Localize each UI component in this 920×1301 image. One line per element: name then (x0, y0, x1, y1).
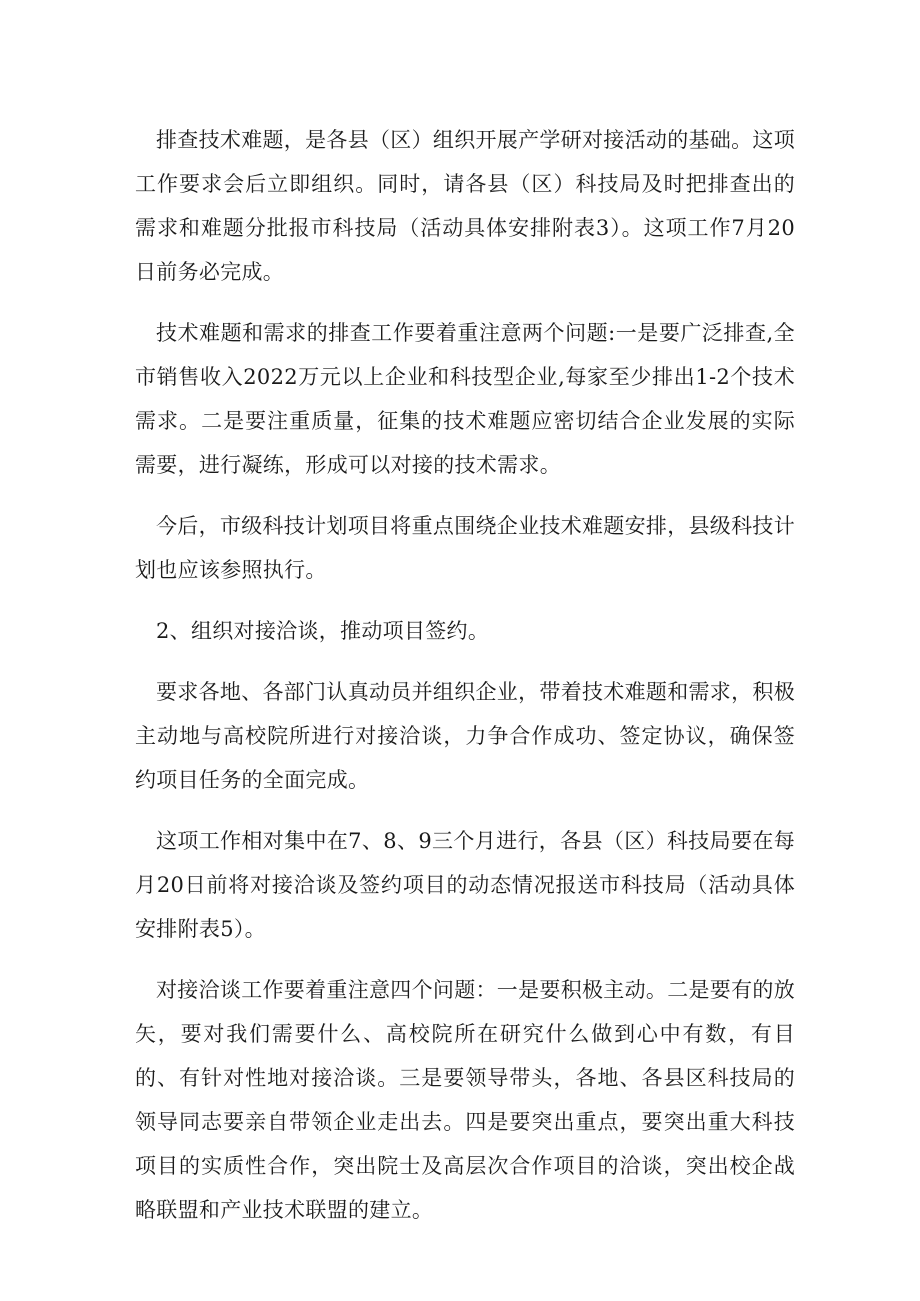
paragraph-5: 要求各地、各部门认真动员并组织企业，带着技术难题和需求，积极主动地与高校院所进行对接洽谈，力争合作成功、签定协议，确保签约项目任务的全面完成。 (135, 680, 795, 792)
paragraph-1: 排查技术难题，是各县（区）组织开展产学研对接活动的基础。这项工作要求会后立即组织。同时，请各县（区）科技局及时把排查出的需求和难题分批报市科技局（活动具体安排附表3）。这项工作7月20日前务必完成。 (135, 128, 795, 284)
document-body (135, 118, 795, 1249)
paragraph-6: 这项工作相对集中在7、8、9三个月进行，各县（区）科技局要在每月20日前将对接洽谈及签约项目的动态情况报送市科技局（活动具体安排附表5）。 (135, 829, 795, 941)
paragraph-7: 对接洽谈工作要着重注意四个问题：一是要积极主动。二是要有的放矢，要对我们需要什么、高校院所在研究什么做到心中有数，有目的、有针对性地对接洽谈。三是要领导带头，各地、各县区科技局的领导同志要亲自带领企业走出去。四是要突出重点，要突出重大科技项目的实质性合作，突出院士及高层次合作项目的洽谈，突出校企战略联盟和产业技术联盟的建立。 (135, 978, 795, 1222)
paragraph-2: 技术难题和需求的排查工作要着重注意两个问题:一是要广泛排查,全市销售收入2022万元以上企业和科技型企业,每家至少排出1-2个技术需求。二是要注重质量，征集的技术难题应密切结合企业发展的实际需要，进行凝练，形成可以对接的技术需求。 (135, 321, 795, 477)
section-heading-2: 2、组织对接洽谈，推动项目签约。 (156, 619, 490, 643)
paragraph-3: 今后，市级科技计划项目将重点围绕企业技术难题安排，县级科技计划也应该参照执行。 (135, 514, 795, 582)
